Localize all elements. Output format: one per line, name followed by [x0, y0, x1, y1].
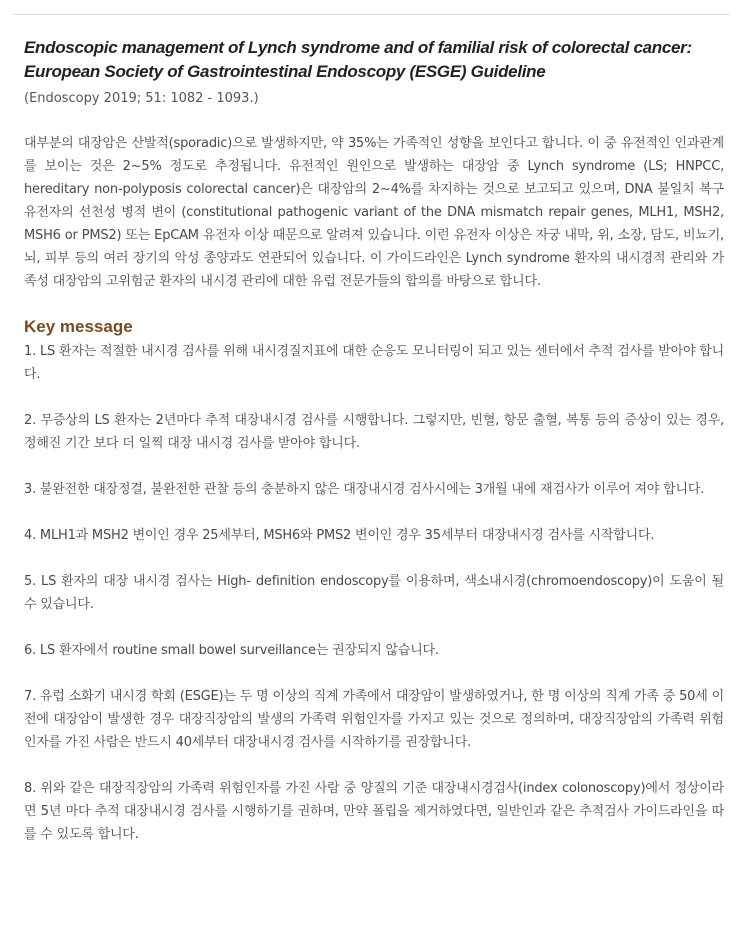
top-divider	[13, 14, 730, 15]
article-citation: (Endoscopy 2019; 51: 1082 - 1093.)	[24, 91, 259, 106]
key-message-item-5: 5. LS 환자의 대장 내시경 검사는 High- definition endoscopy를 이용하며, 색소내시경(chromoendoscopy)이 도움이 될 수 있습니다.	[24, 574, 724, 612]
article	[24, 36, 724, 869]
key-message-item-1: 1. LS 환자는 적절한 내시경 검사를 위해 내시경질지표에 대한 순응도 모니터링이 되고 있는 센터에서 추적 검사를 받아야 합니다.	[24, 344, 724, 382]
key-message-item-2: 2. 무증상의 LS 환자는 2년마다 추적 대장내시경 검사를 시행합니다. 그렇지만, 빈혈, 항문 출혈, 복통 등의 증상이 있는 경우, 정해진 기간 보다 더 일찍 대장 내시경 검사를 받아야 합니다.	[24, 413, 724, 451]
key-message-item-6: 6. LS 환자에서 routine small bowel surveillance는 권장되지 않습니다.	[24, 643, 439, 658]
key-message-item-3: 3. 불완전한 대장정결, 불완전한 관찰 등의 충분하지 않은 대장내시경 검사시에는 3개월 내에 재검사가 이루어 져야 합니다.	[24, 482, 705, 497]
key-message-item-8: 8. 위와 같은 대장직장암의 가족력 위험인자를 가진 사람 중 양질의 기준 대장내시경검사(index colonoscopy)에서 정상이라면 5년 마다 추적 대장내시경 검사를 시행하기를 권하며, 만약 폴립을 제거하였다면, 일반인과 같은 추적검사 가이드라인을 따를 수 있도록 합니다.	[24, 781, 724, 842]
key-message-heading: Key message	[24, 317, 133, 336]
article-title: Endoscopic management of Lynch syndrome and of familial risk of colorectal cancer: European Society of Gastrointestinal Endoscopy (ESGE) Guideline	[24, 38, 692, 81]
key-message-item-4: 4. MLH1과 MSH2 변이인 경우 25세부터, MSH6와 PMS2 변이인 경우 35세부터 대장내시경 검사를 시작합니다.	[24, 528, 655, 543]
intro-paragraph: 대부분의 대장암은 산발적(sporadic)으로 발생하지만, 약 35%는 가족적인 성향을 보인다고 합니다. 이 중 유전적인 인과관계를 보이는 것은 2~5% 정도로 추정됩니다. 유전적인 원인으로 발생하는 대장암 중 Lynch syndrome (LS; HNPCC, hereditary non-polyposis colorectal cancer)은 대장암의 2~4%를 차지하는 것으로 보고되고 있으며, DNA 불일치 복구 유전자의 선천성 병적 변이 (constitutional pathogenic variant of the DNA mismatch repair genes, MLH1, MSH2, MSH6 or PMS2) 또는 EpCAM 유전자 이상 때문으로 알려져 있습니다. 이런 유전자 이상은 자궁 내막, 위, 소장, 담도, 비뇨기, 뇌, 피부 등의 여러 장기의 악성 종양과도 연관되어 있습니다. 이 가이드라인은 Lynch syndrome 환자의 내시경적 관리와 가족성 대장암의 고위험군 환자의 내시경 관리에 대한 유럽 전문가들의 합의를 바탕으로 합니다.	[24, 136, 724, 289]
key-message-item-7: 7. 유럽 소화기 내시경 학회 (ESGE)는 두 명 이상의 직계 가족에서 대장암이 발생하였거나, 한 명 이상의 직계 가족 중 50세 이전에 대장암이 발생한 경우 대장직장암의 발생의 가족력 위험인자를 가지고 있는 것으로 정의하며, 대장직장암의 가족력 위험인자를 가진 사람은 반드시 40세부터 대장내시경 검사를 시작하기를 권장합니다.	[24, 689, 724, 750]
key-message-list	[24, 340, 724, 846]
